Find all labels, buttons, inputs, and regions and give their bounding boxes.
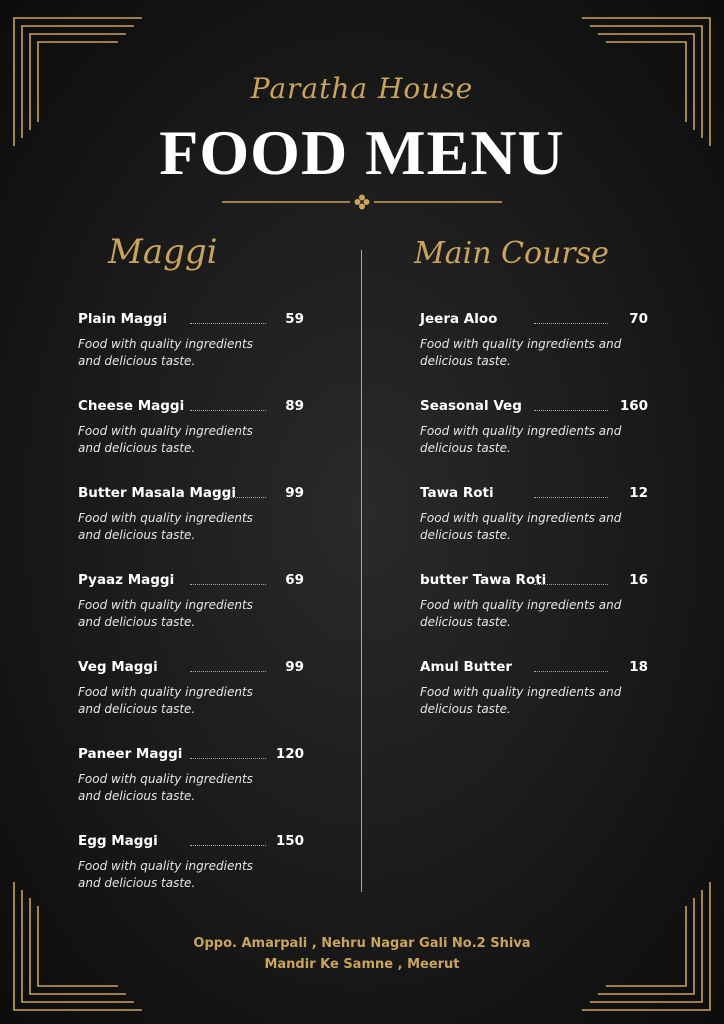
dotted-leader xyxy=(190,323,266,324)
dotted-leader xyxy=(534,497,608,498)
menu-item xyxy=(420,311,648,398)
brand-name: Paratha House xyxy=(250,72,474,105)
item-description: Food with quality ingredients and delicious taste. xyxy=(78,685,253,716)
item-name: Pyaaz Maggi xyxy=(78,572,175,588)
item-description: Food with quality ingredients and delicious taste. xyxy=(78,598,253,629)
item-price: 150 xyxy=(275,833,304,849)
menu-item xyxy=(78,746,304,833)
menu-item xyxy=(78,572,304,659)
menu-item xyxy=(78,833,304,920)
menu-item xyxy=(420,659,648,746)
dotted-leader xyxy=(190,671,266,672)
item-price: 89 xyxy=(285,398,304,414)
dotted-leader xyxy=(190,758,266,759)
item-price: 160 xyxy=(619,398,648,414)
item-name: Butter Masala Maggi xyxy=(78,485,236,501)
menu-item xyxy=(78,311,304,398)
footer-address xyxy=(0,933,724,975)
item-price: 18 xyxy=(629,659,648,675)
item-name: Cheese Maggi xyxy=(78,398,185,414)
dotted-leader xyxy=(534,323,608,324)
item-price: 120 xyxy=(275,746,304,762)
item-name: Seasonal Veg xyxy=(420,398,522,414)
menu-item xyxy=(78,659,304,746)
item-price: 69 xyxy=(285,572,304,588)
item-description: Food with quality ingredients and delicious taste. xyxy=(78,859,253,890)
item-name: butter Tawa Roti xyxy=(420,572,547,588)
column-divider xyxy=(361,250,362,892)
item-name: Egg Maggi xyxy=(78,833,158,849)
page-title: FOOD MENU xyxy=(159,117,565,188)
dotted-leader xyxy=(534,410,608,411)
item-description: Food with quality ingredients and delicious taste. xyxy=(78,772,253,803)
item-price: 99 xyxy=(285,485,304,501)
item-name: Jeera Aloo xyxy=(420,311,498,327)
item-description: Food with quality ingredients and delicious taste. xyxy=(78,424,253,455)
address-line-2: Mandir Ke Samne , Meerut xyxy=(264,957,460,972)
item-price: 16 xyxy=(629,572,648,588)
menu-column-main-course xyxy=(420,311,648,746)
dotted-leader xyxy=(534,671,608,672)
item-description: Food with quality ingredients and delicious taste. xyxy=(420,685,622,716)
menu-column-maggi xyxy=(78,311,304,920)
item-description: Food with quality ingredients and delicious taste. xyxy=(78,511,253,542)
dotted-leader xyxy=(190,410,266,411)
item-name: Plain Maggi xyxy=(78,311,168,327)
item-description: Food with quality ingredients and delicious taste. xyxy=(78,337,253,368)
section-title-maggi: Maggi xyxy=(108,232,218,272)
item-price: 70 xyxy=(629,311,648,327)
dotted-leader xyxy=(190,584,266,585)
menu-item xyxy=(78,485,304,572)
item-description: Food with quality ingredients and delicious taste. xyxy=(420,511,622,542)
item-name: Veg Maggi xyxy=(78,659,158,675)
item-name: Paneer Maggi xyxy=(78,746,183,762)
item-name: Amul Butter xyxy=(420,659,513,675)
item-description: Food with quality ingredients and delicious taste. xyxy=(420,424,622,455)
title-divider-ornament-icon xyxy=(222,194,502,210)
menu-item xyxy=(420,398,648,485)
menu-item xyxy=(420,572,648,659)
menu-item xyxy=(78,398,304,485)
dotted-leader xyxy=(224,497,266,498)
menu-item xyxy=(420,485,648,572)
item-name: Tawa Roti xyxy=(420,485,494,501)
dotted-leader xyxy=(534,584,608,585)
address-line-1: Oppo. Amarpali , Nehru Nagar Gali No.2 Shiva xyxy=(193,936,531,951)
item-description: Food with quality ingredients and delicious taste. xyxy=(420,337,622,368)
dotted-leader xyxy=(190,845,266,846)
item-price: 12 xyxy=(629,485,648,501)
item-price: 59 xyxy=(285,311,304,327)
section-title-main-course: Main Course xyxy=(414,236,609,271)
item-description: Food with quality ingredients and delicious taste. xyxy=(420,598,622,629)
item-price: 99 xyxy=(285,659,304,675)
